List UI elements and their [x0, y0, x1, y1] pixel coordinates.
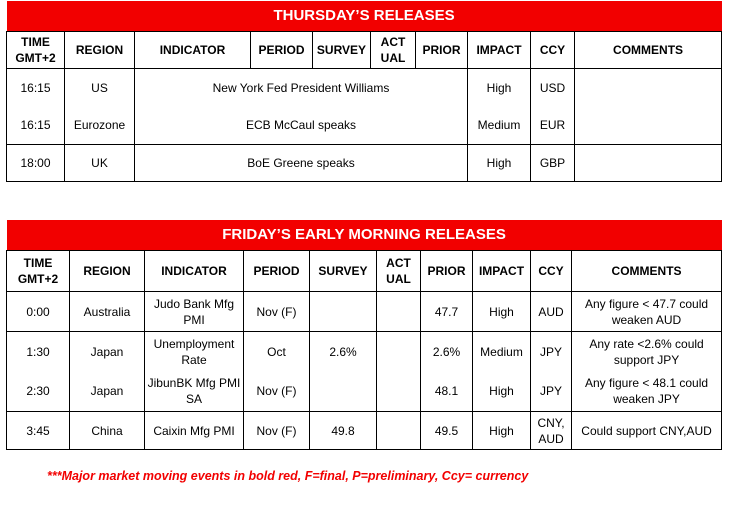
ccy-cell: EUR [531, 107, 575, 145]
friday-title: FRIDAY’S EARLY MORNING RELEASES [7, 220, 722, 251]
impact-cell: High [473, 412, 531, 450]
survey-cell: 49.8 [310, 412, 377, 450]
header-time: TIME GMT+2 [7, 32, 65, 69]
actual-cell [377, 332, 421, 372]
prior-cell: 49.5 [421, 412, 473, 450]
region-cell: Japan [70, 332, 145, 372]
header-indicator: INDICATOR [145, 251, 244, 292]
header-period: PERIOD [251, 32, 313, 69]
header-period: PERIOD [244, 251, 310, 292]
header-indicator: INDICATOR [135, 32, 251, 69]
thursday-releases-table [6, 1, 722, 182]
event-cell: New York Fed President Williams [135, 69, 468, 107]
header-prior: PRIOR [416, 32, 468, 69]
table-row [7, 107, 722, 145]
region-cell: Japan [70, 372, 145, 412]
comments-cell: Could support CNY,AUD [572, 412, 722, 450]
survey-cell: 2.6% [310, 332, 377, 372]
period-cell: Nov (F) [244, 412, 310, 450]
actual-cell [377, 292, 421, 332]
impact-cell: Medium [468, 107, 531, 145]
ccy-cell: GBP [531, 145, 575, 182]
header-actual: ACT UAL [377, 251, 421, 292]
ccy-cell: JPY [531, 332, 572, 372]
indicator-cell: JibunBK Mfg PMI SA [145, 372, 244, 412]
table-row [7, 69, 722, 107]
time-cell: 16:15 [7, 69, 65, 107]
region-cell: Australia [70, 292, 145, 332]
footnote: ***Major market moving events in bold red, F=final, P=preliminary, Ccy= currency [47, 469, 529, 483]
comments-cell: Any figure < 47.7 could weaken AUD [572, 292, 722, 332]
time-cell: 2:30 [7, 372, 70, 412]
impact-cell: High [473, 372, 531, 412]
ccy-cell: USD [531, 69, 575, 107]
region-cell: US [65, 69, 135, 107]
period-cell: Nov (F) [244, 372, 310, 412]
ccy-cell: CNY, AUD [531, 412, 572, 450]
table-row [7, 372, 722, 412]
comments-cell [575, 69, 722, 107]
time-cell: 1:30 [7, 332, 70, 372]
header-impact: IMPACT [468, 32, 531, 69]
header-survey: SURVEY [313, 32, 371, 69]
header-region: REGION [70, 251, 145, 292]
thursday-title: THURSDAY’S RELEASES [7, 1, 722, 32]
time-cell: 18:00 [7, 145, 65, 182]
ccy-cell: AUD [531, 292, 572, 332]
header-time: TIME GMT+2 [7, 251, 70, 292]
event-cell: BoE Greene speaks [135, 145, 468, 182]
impact-cell: Medium [473, 332, 531, 372]
survey-cell [310, 372, 377, 412]
region-cell: China [70, 412, 145, 450]
header-impact: IMPACT [473, 251, 531, 292]
time-cell: 16:15 [7, 107, 65, 145]
actual-cell [377, 412, 421, 450]
prior-cell: 48.1 [421, 372, 473, 412]
impact-cell: High [473, 292, 531, 332]
header-ccy: CCY [531, 251, 572, 292]
comments-cell: Any rate <2.6% could support JPY [572, 332, 722, 372]
table-row [7, 332, 722, 372]
indicator-cell: Unemployment Rate [145, 332, 244, 372]
time-cell: 3:45 [7, 412, 70, 450]
friday-releases-table [6, 220, 722, 450]
time-cell: 0:00 [7, 292, 70, 332]
table-row [7, 145, 722, 182]
indicator-cell: Judo Bank Mfg PMI [145, 292, 244, 332]
period-cell: Nov (F) [244, 292, 310, 332]
header-ccy: CCY [531, 32, 575, 69]
header-prior: PRIOR [421, 251, 473, 292]
header-actual: ACT UAL [371, 32, 416, 69]
header-survey: SURVEY [310, 251, 377, 292]
impact-cell: High [468, 145, 531, 182]
region-cell: Eurozone [65, 107, 135, 145]
header-comments: COMMENTS [572, 251, 722, 292]
header-region: REGION [65, 32, 135, 69]
comments-cell: Any figure < 48.1 could weaken JPY [572, 372, 722, 412]
actual-cell [377, 372, 421, 412]
table-row [7, 412, 722, 450]
prior-cell: 2.6% [421, 332, 473, 372]
event-cell: ECB McCaul speaks [135, 107, 468, 145]
impact-cell: High [468, 69, 531, 107]
region-cell: UK [65, 145, 135, 182]
table-row [7, 292, 722, 332]
comments-cell [575, 107, 722, 145]
period-cell: Oct [244, 332, 310, 372]
prior-cell: 47.7 [421, 292, 473, 332]
ccy-cell: JPY [531, 372, 572, 412]
comments-cell [575, 145, 722, 182]
survey-cell [310, 292, 377, 332]
header-comments: COMMENTS [575, 32, 722, 69]
indicator-cell: Caixin Mfg PMI [145, 412, 244, 450]
